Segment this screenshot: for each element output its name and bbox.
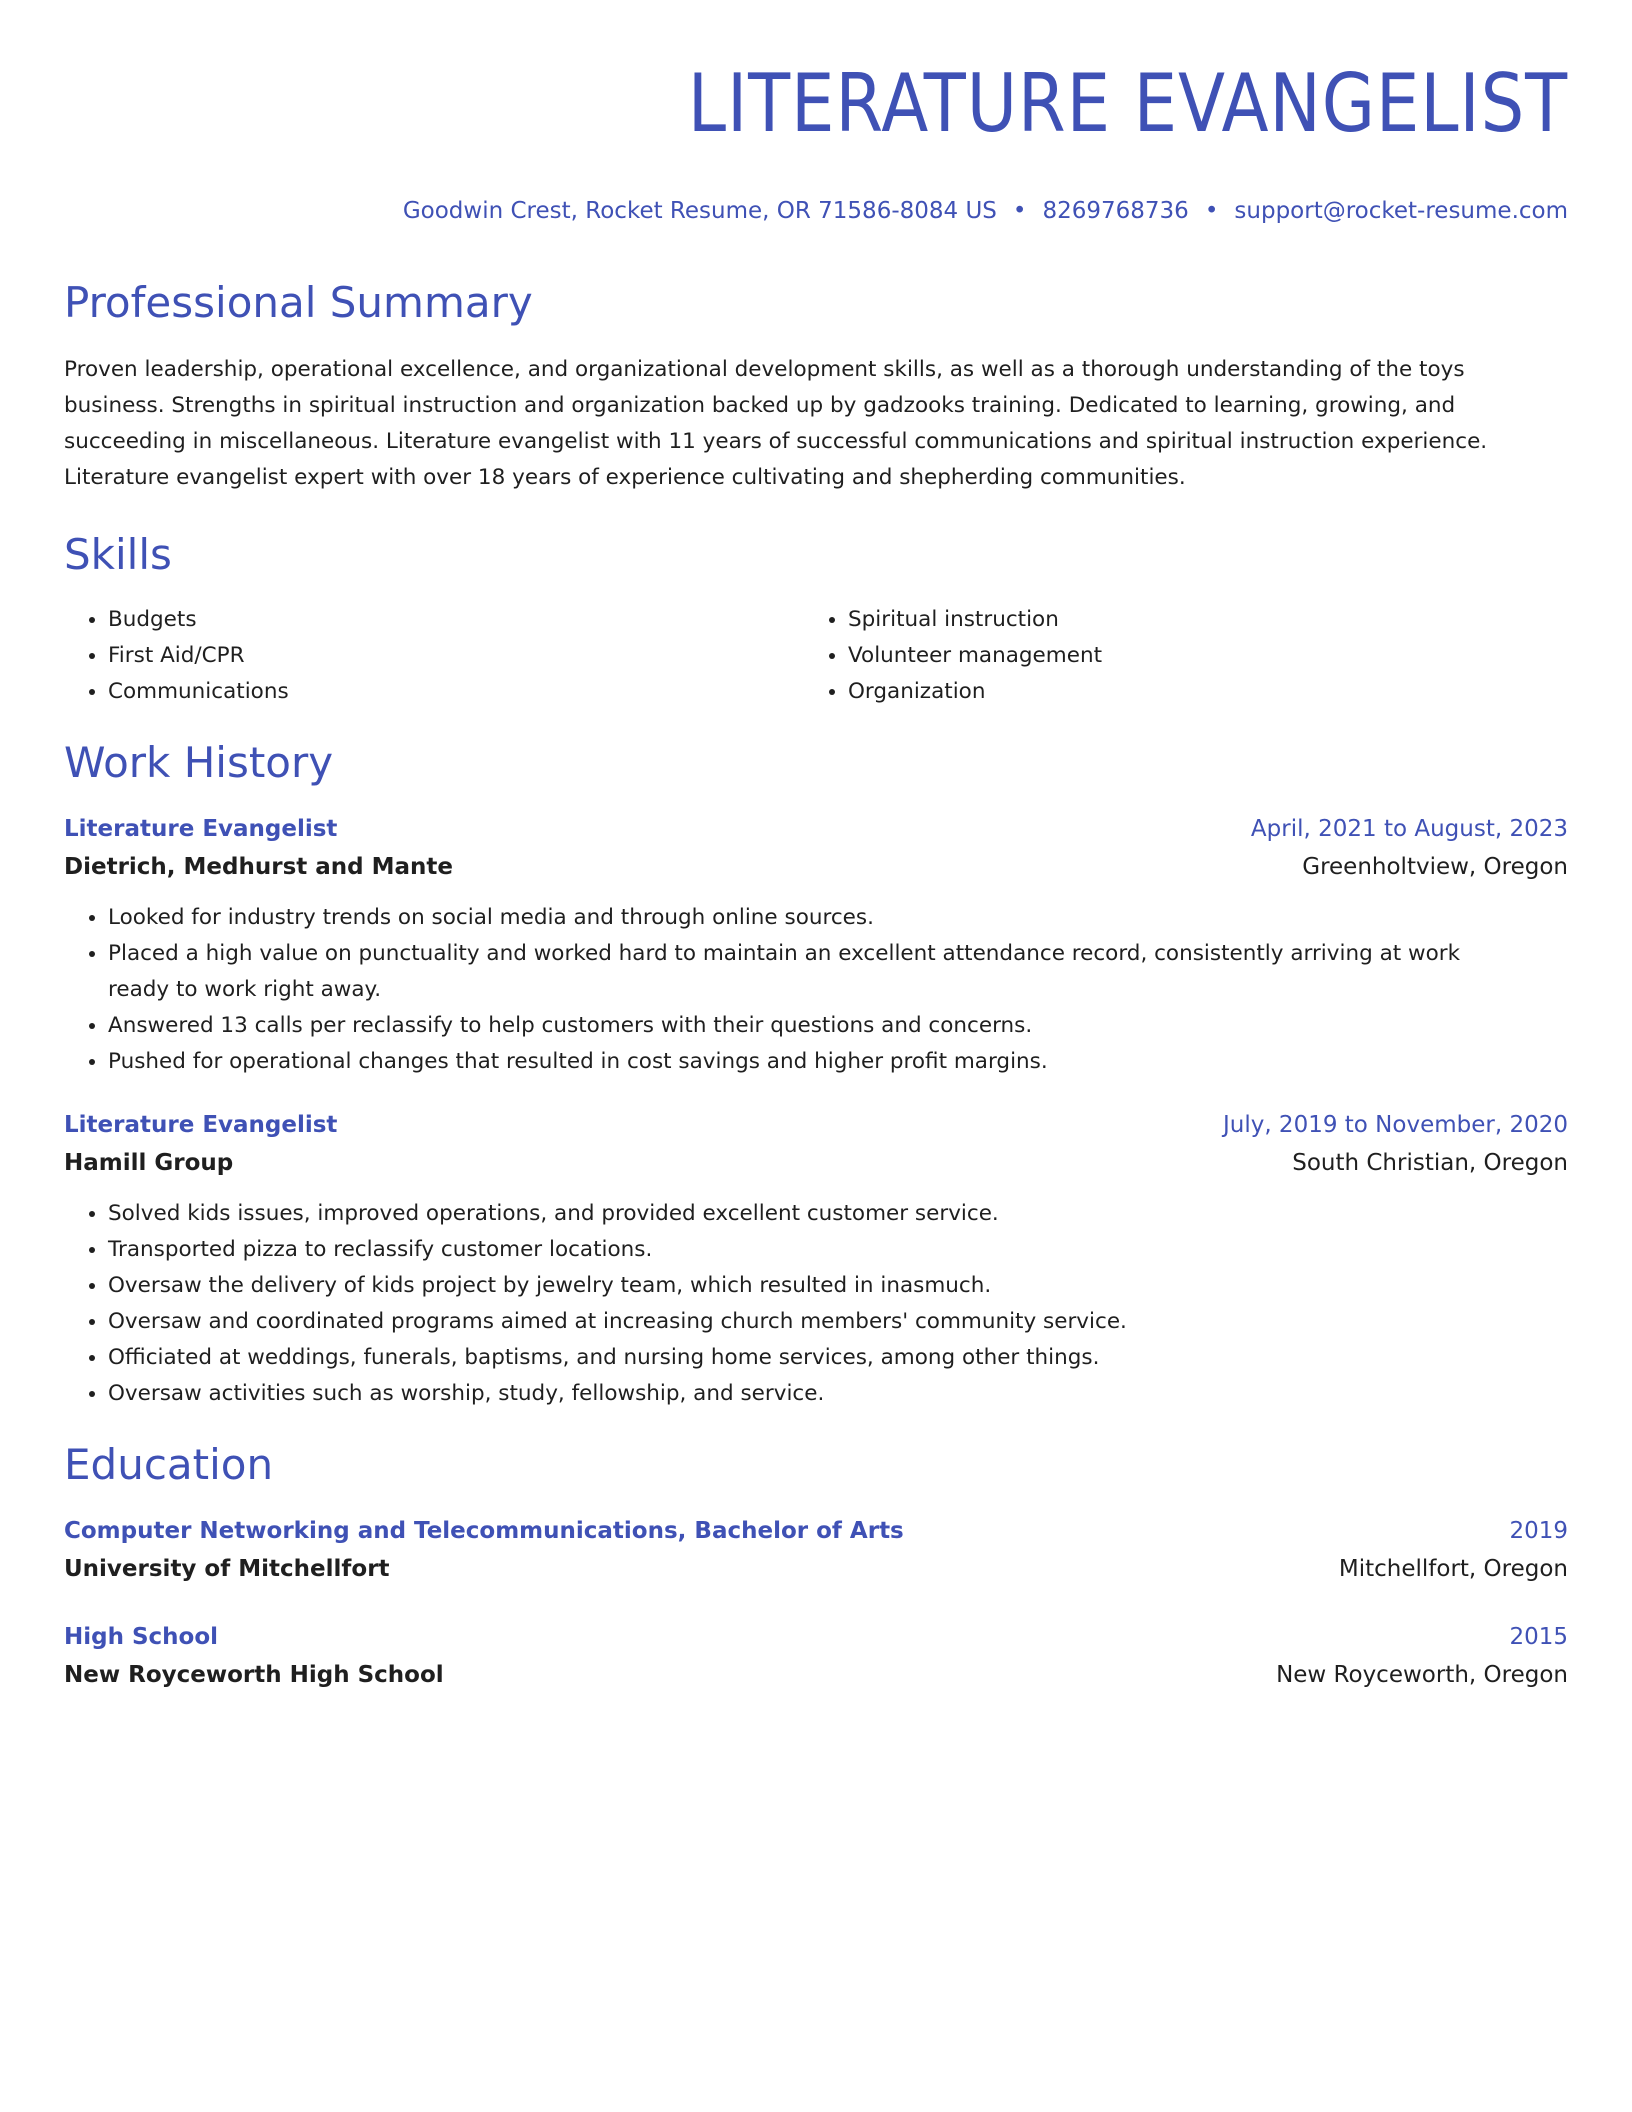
job-title-row [64, 1106, 1568, 1144]
skill-item: • Budgets [108, 602, 804, 638]
job-title: Literature Evangelist [64, 1112, 338, 1138]
skills-heading: Skills [64, 530, 172, 579]
education-degree-row [64, 1512, 1568, 1550]
education-heading: Education [64, 1440, 274, 1489]
education-entry [64, 1512, 1568, 1588]
job-bullets [64, 1196, 1568, 1412]
job-bullet: • Transported pizza to reclassify customer locations. [108, 1232, 1568, 1268]
education-school: New Royceworth High School [64, 1662, 444, 1688]
work-history-heading: Work History [64, 738, 334, 787]
education-degree: Computer Networking and Telecommunications, Bachelor of Arts [64, 1518, 904, 1544]
job-company: Dietrich, Medhurst and Mante [64, 854, 454, 880]
job-bullet: • Answered 13 calls per reclassify to help customers with their questions and concerns. [108, 1008, 1568, 1044]
job-location: Greenholtview, Oregon [1302, 854, 1568, 880]
job-title: Literature Evangelist [64, 816, 338, 842]
skill-item: • Spiritual instruction [848, 602, 1544, 638]
education-school-row [64, 1550, 1568, 1588]
education-location: New Royceworth, Oregon [1276, 1662, 1568, 1688]
job-bullet: • Pushed for operational changes that resulted in cost savings and higher profit margins. [108, 1044, 1568, 1080]
job-bullet: • Solved kids issues, improved operations, and provided excellent customer service. [108, 1196, 1568, 1232]
skill-item: • Communications [108, 674, 804, 710]
candidate-name: LITERATURE EVANGELIST [687, 57, 1568, 150]
job-bullet: • Oversaw the delivery of kids project by jewelry team, which resulted in inasmuch. [108, 1268, 1568, 1304]
education-school-row [64, 1656, 1568, 1694]
job-bullet: • Placed a high value on punctuality and worked hard to maintain an excellent attendance record, consistently arriving at work ready to work right away. [108, 936, 1568, 1008]
education-entry [64, 1618, 1568, 1694]
summary-heading: Professional Summary [64, 278, 533, 327]
skills-column-left [64, 602, 804, 710]
job-location: South Christian, Oregon [1292, 1150, 1568, 1176]
skills-column-right [804, 602, 1544, 710]
contact-email[interactable]: support@rocket-resume.com [1234, 198, 1568, 224]
education-location: Mitchellfort, Oregon [1338, 1556, 1568, 1582]
education-degree-row [64, 1618, 1568, 1656]
education-school: University of Mitchellfort [64, 1556, 390, 1582]
summary-text: Proven leadership, operational excellence, and organizational development skills, as well as a thorough understanding of the toys business. Strengths in spiritual instruction and organization backed up by gadzooks training. Dedicated to learning, growing, and succeeding in miscellaneous. Literature evangelist with 11 years of successful communications and spiritual instruction experience. Literature evangelist expert with over 18 years of experience cultivating and shepherding communities. [64, 357, 1488, 490]
contact-line [64, 196, 1568, 226]
skill-item: • First Aid/CPR [108, 638, 804, 674]
skill-item: • Volunteer management [848, 638, 1544, 674]
contact-separator: • [1204, 198, 1219, 224]
job-entry [64, 1106, 1568, 1412]
job-bullets [64, 900, 1568, 1080]
job-company-row [64, 848, 1568, 886]
contact-separator: • [1012, 198, 1027, 224]
contact-phone: 8269768736 [1042, 198, 1189, 224]
job-company-row [64, 1144, 1568, 1182]
skills-list [64, 602, 1568, 710]
job-entry [64, 810, 1568, 1080]
contact-address: Goodwin Crest, Rocket Resume, OR 71586-8084 US [402, 198, 997, 224]
job-bullet: • Oversaw and coordinated programs aimed at increasing church members' community service. [108, 1304, 1568, 1340]
education-degree: High School [64, 1624, 219, 1650]
education-year: 2019 [1509, 1518, 1568, 1544]
job-dates: July, 2019 to November, 2020 [1222, 1112, 1568, 1138]
job-company: Hamill Group [64, 1150, 234, 1176]
job-dates: April, 2021 to August, 2023 [1250, 816, 1568, 842]
job-title-row [64, 810, 1568, 848]
job-bullet: • Looked for industry trends on social media and through online sources. [108, 900, 1568, 936]
job-bullet: • Oversaw activities such as worship, study, fellowship, and service. [108, 1376, 1568, 1412]
job-bullet: • Officiated at weddings, funerals, baptisms, and nursing home services, among other things. [108, 1340, 1568, 1376]
resume-header [64, 56, 1568, 226]
education-year: 2015 [1509, 1624, 1568, 1650]
skill-item: • Organization [848, 674, 1544, 710]
